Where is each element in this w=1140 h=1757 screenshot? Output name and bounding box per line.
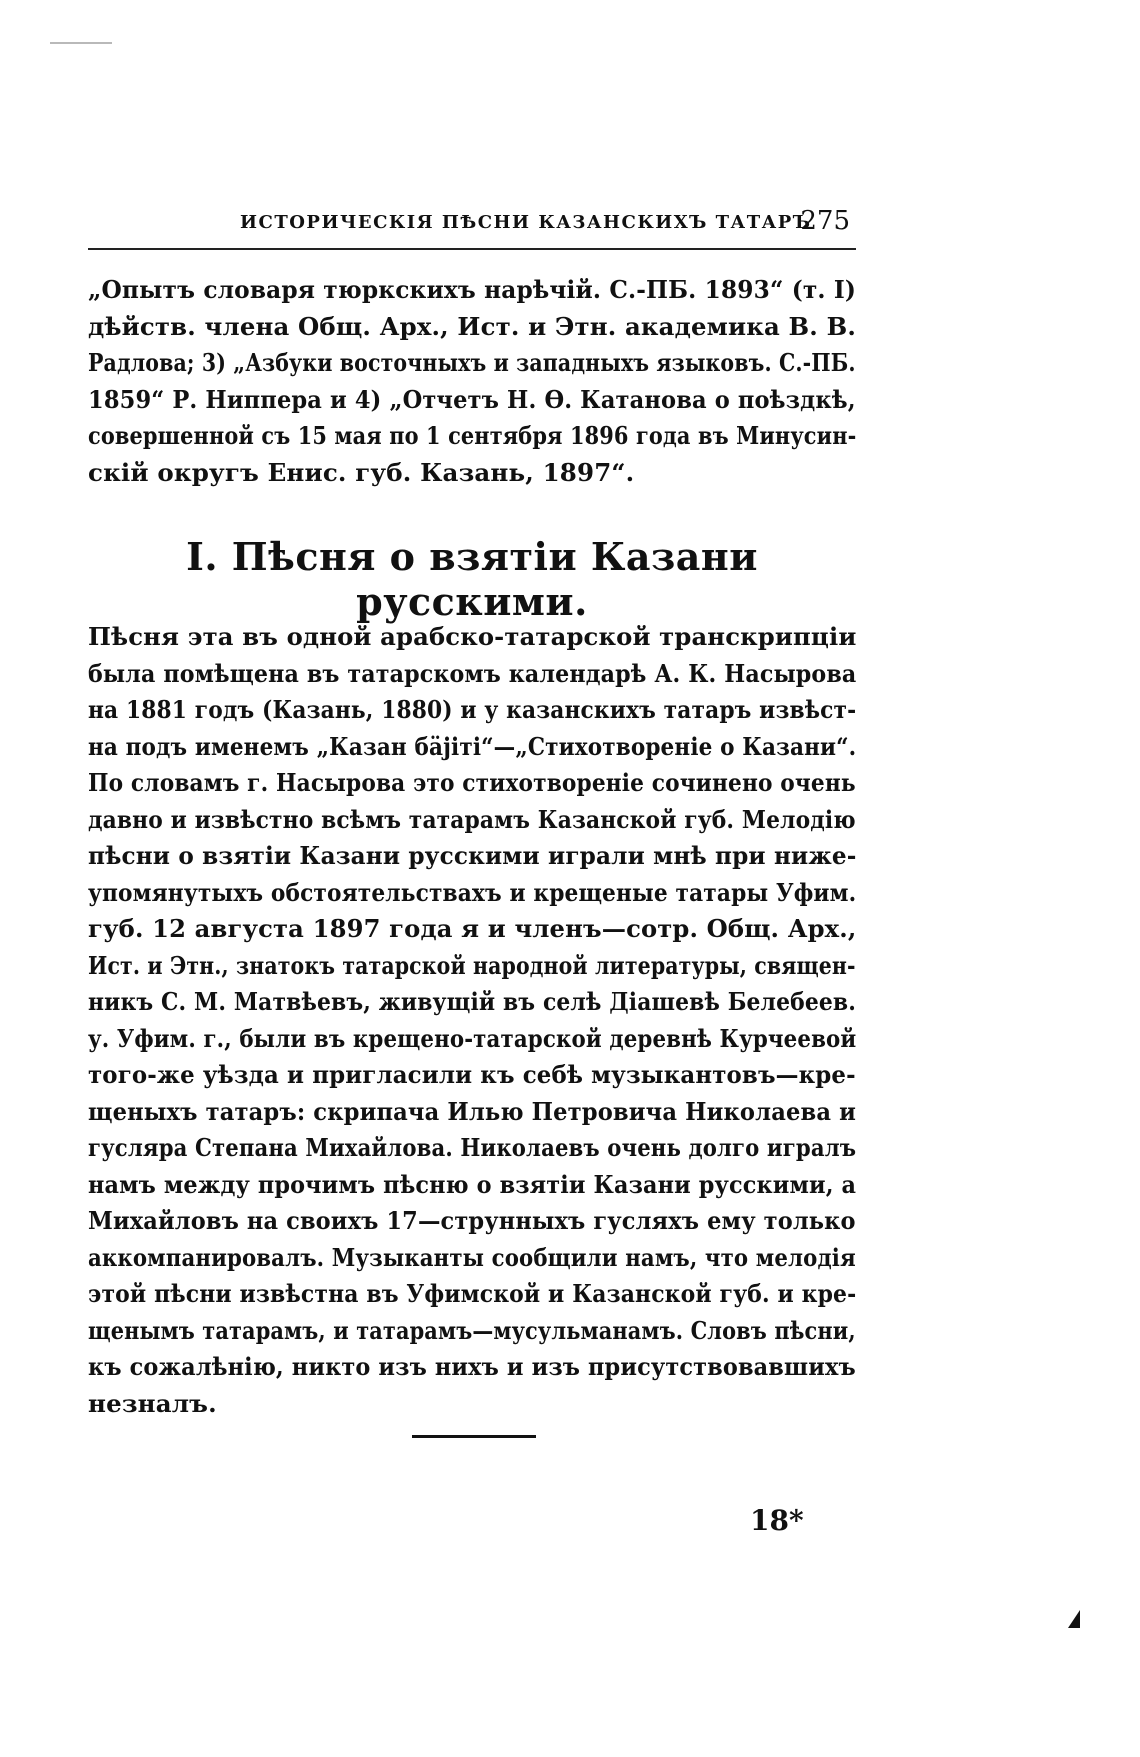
- text-line: губ. 12 августа 1897 года я и членъ—сотр. Общ. Арх.,: [88, 914, 857, 943]
- running-head: [88, 204, 856, 250]
- text-line: Радлова; 3) „Азбуки восточныхъ и западныхъ языковъ. С.-ПБ.: [88, 348, 856, 377]
- text-line: того-же уѣзда и пригласили къ себѣ музыкантовъ—кре-: [88, 1060, 856, 1089]
- text-line: у. Уфим. г., были въ крещено-татарской деревнѣ Курчеевой: [88, 1023, 857, 1053]
- text-line: этой пѣсни извѣстна въ Уфимской и Казанской губ. и кре-: [88, 1279, 857, 1308]
- text-line: пѣсни о взятіи Казани русскими играли мнѣ при ниже-: [88, 841, 857, 870]
- text-line: Михайловъ на своихъ 17—струнныхъ гусляхъ ему только: [88, 1206, 856, 1235]
- text-line: дѣйств. члена Общ. Арх., Ист. и Этн. академика В. В.: [88, 311, 856, 341]
- text-line: „Опытъ словаря тюркскихъ нарѣчій. С.-ПБ. 1893“ (т. I): [88, 275, 857, 304]
- body-paragraph: [88, 619, 856, 1422]
- text-line: щенымъ татарамъ, и татарамъ—мусульманамъ. Словъ пѣсни,: [88, 1315, 856, 1345]
- text-line: совершенной съ 15 мая по 1 сентября 1896 года въ Минусин-: [88, 421, 857, 450]
- text-line: была помѣщена въ татарскомъ календарѣ А. К. Насырова: [88, 658, 857, 688]
- intro-paragraph: [88, 272, 856, 491]
- text-line: 1859“ Р. Ниппера и 4) „Отчетъ Н. Ѳ. Катанова о поѣздкѣ,: [88, 384, 856, 414]
- text-line: Пѣсня эта въ одной арабско-татарской транскрипціи: [88, 622, 857, 651]
- text-line: на 1881 годъ (Казань, 1880) и у казанскихъ татаръ извѣст-: [88, 695, 857, 724]
- section-end-rule: [412, 1435, 536, 1438]
- text-line: упомянутыхъ обстоятельствахъ и крещеные татары Уфим.: [88, 877, 857, 907]
- scan-artifact-line: [50, 42, 112, 44]
- text-line: гусляра Степана Михайлова. Николаевъ очень долго игралъ: [88, 1133, 857, 1162]
- text-line: никъ С. М. Матвѣевъ, живущій въ селѣ Діашевѣ Белебеев.: [88, 987, 856, 1016]
- text-line: щеныхъ татаръ: скрипача Илью Петровича Николаева и: [88, 1096, 856, 1126]
- text-line: аккомпанировалъ. Музыканты сообщили намъ, что мелодія: [88, 1242, 856, 1272]
- running-title: ИСТОРИЧЕСКІЯ ПѢСНИ КАЗАНСКИХЪ ТАТАРЪ: [240, 212, 812, 233]
- text-line: къ сожалѣнію, никто изъ нихъ и изъ присутствовавшихъ: [88, 1352, 856, 1381]
- text-line: на подъ именемъ „Казан бäjiтi“—„Стихотвореніе о Казани“.: [88, 731, 857, 761]
- text-line: незналъ.: [88, 1388, 217, 1418]
- text-line: намъ между прочимъ пѣсню о взятіи Казани русскими, а: [88, 1169, 857, 1199]
- text-line: Ист. и Этн., знатокъ татарской народной литературы, священ-: [88, 950, 856, 980]
- signature-mark: 18*: [750, 1504, 804, 1537]
- scan-corner-mark: [1068, 1610, 1080, 1628]
- page-number: 275: [800, 206, 850, 236]
- text-line: давно и извѣстно всѣмъ татарамъ Казанской губ. Мелодію: [88, 804, 856, 834]
- text-line: скій округъ Енис. губ. Казань, 1897“.: [88, 457, 635, 487]
- text-line: По словамъ г. Насырова это стихотвореніе сочинено очень: [88, 768, 856, 797]
- section-heading: I. Пѣсня о взятіи Казани русскими.: [186, 534, 758, 624]
